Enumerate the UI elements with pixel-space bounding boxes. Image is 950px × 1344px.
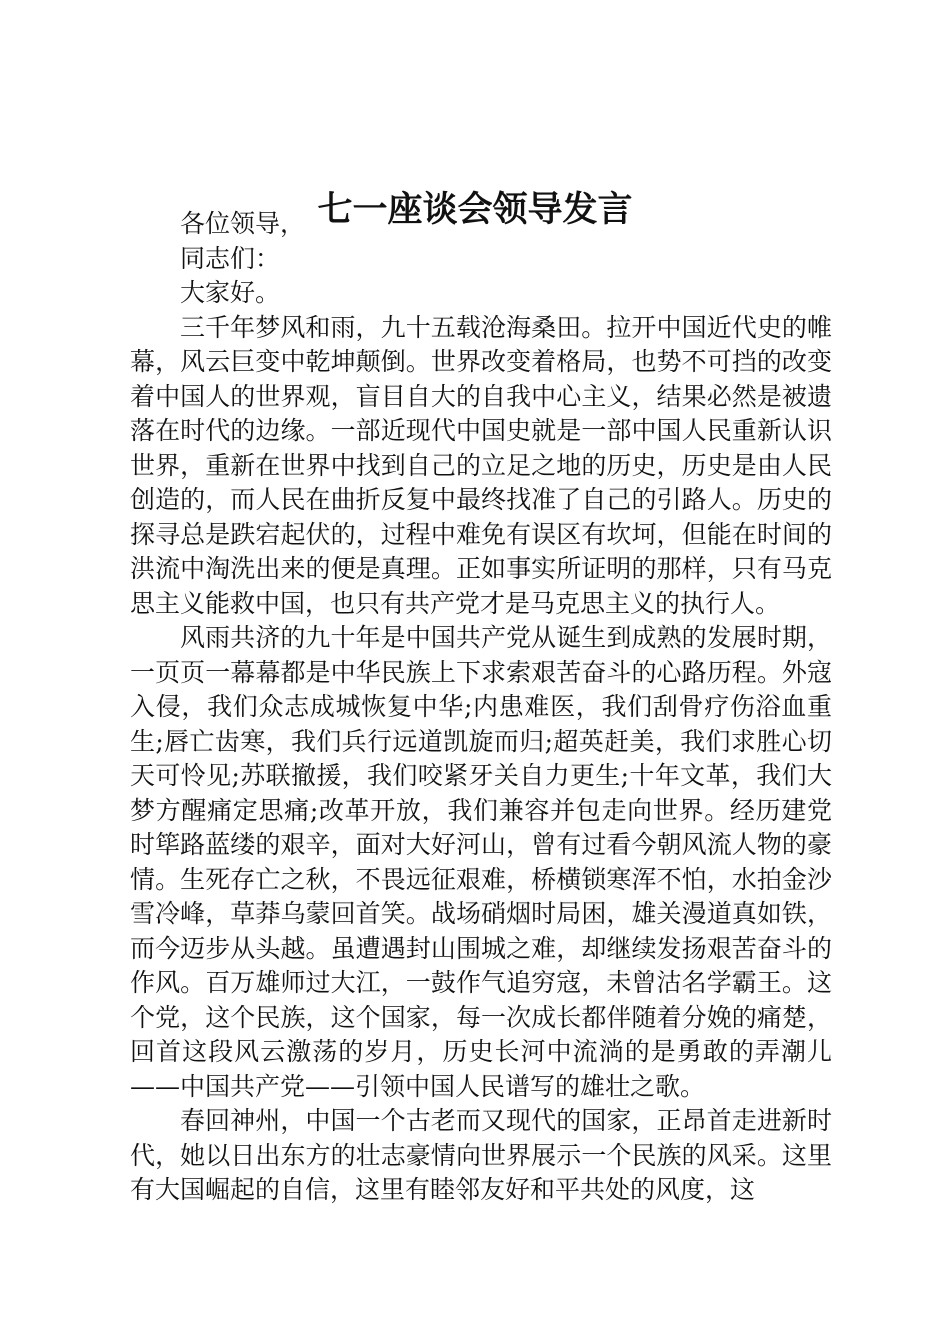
document-body [130,207,832,1208]
paragraph-new-era: 春回神州，中国一个古老而又现代的国家，正昂首走进新时代，她以日出东方的壮志豪情向世界展示一个民族的风采。这里有大国崛起的自信，这里有睦邻友好和平共处的风度，这 [130,1106,832,1204]
paragraph-ninety-years: 风雨共济的九十年是中国共产党从诞生到成熟的发展时期，一页页一幕幕都是中华民族上下求索艰苦奋斗的心路历程。外寇入侵，我们众志成城恢复中华;内患难医，我们刮骨疗伤浴血重生;唇亡齿寒，我们兵行远道凯旋而归;超英赶美，我们求胜心切天可怜见;苏联撤援，我们咬紧牙关自力更生;十年文革，我们大梦方醒痛定思痛;改革开放，我们兼容并包走向世界。经历建党时筚路蓝缕的艰辛，面对大好河山，曾有过看今朝风流人物的豪情。生死存亡之秋，不畏远征艰难，桥横锁寒浑不怕，水拍金沙雪冷峰，草莽乌蒙回首笑。战场硝烟时局困，雄关漫道真如铁，而今迈步从头越。虽遭遇封山围城之难，却继续发扬艰苦奋斗的作风。百万雄师过大江，一鼓作气追穷寇，未曾沽名学霸王。这个党，这个民族，这个国家，每一次成长都伴随着分娩的痛楚，回首这段风云激荡的岁月，历史长河中流淌的是勇敢的弄潮儿——中国共产党——引领中国人民谱写的雄壮之歌。 [130,623,832,1101]
greeting-hello: 大家好。 [180,278,281,307]
greeting-leaders: 各位领导， [180,209,306,238]
paragraph-history: 三千年梦风和雨，九十五载沧海桑田。拉开中国近代史的帷幕，风云巨变中乾坤颠倒。世界改变着格局，也势不可挡的改变着中国人的世界观，盲目自大的自我中心主义，结果必然是被遗落在时代的边缘。一部近现代中国史就是一部中国人民重新认识世界，重新在世界中找到自己的立足之地的历史，历史是由人民创造的，而人民在曲折反复中最终找准了自己的引路人。历史的探寻总是跌宕起伏的，过程中难免有误区有坎坷，但能在时间的洪流中淘洗出来的便是真理。正如事实所证明的那样，只有马克思主义能救中国，也只有共产党才是马克思主义的执行人。 [130,312,832,618]
greeting-comrades: 同志们： [180,243,281,273]
document-title: 七一座谈会领导发言 [317,189,633,230]
